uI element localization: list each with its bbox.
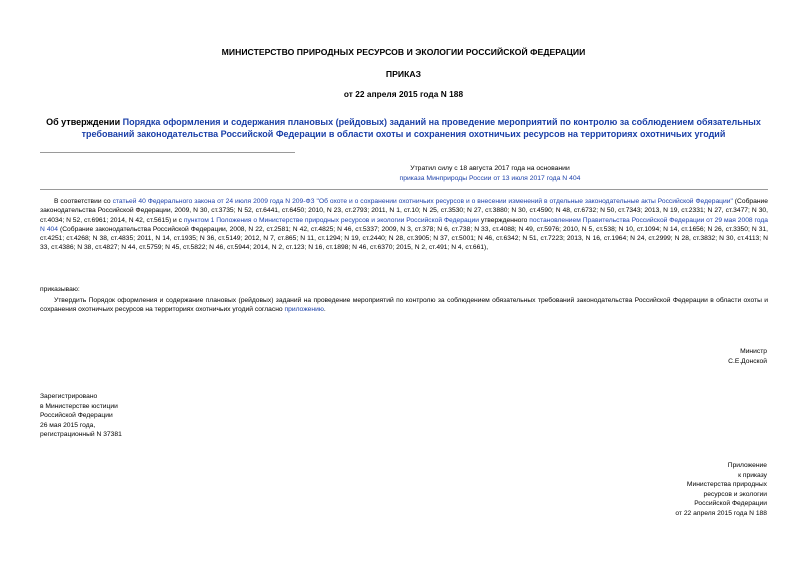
lost-force-link[interactable]: приказа Минприроды России от 13 июля 2017 года N 404 (399, 174, 581, 182)
order-word: приказываю: (40, 286, 80, 293)
order-text-1: Утвердить Порядок оформления и содержание плановых (рейдовых) заданий на проведение мероприятий по контролю за соблюдением обязательных требований законодательства Российской Федерации в области охоты и сохранения охотничьих ресурсов на территориях охотничьих угодий согласно (40, 297, 768, 314)
preamble-text-3: утвержденного (479, 216, 530, 224)
appendix-line: к приказу (738, 471, 767, 479)
ministry-name: МИНИСТЕРСТВО ПРИРОДНЫХ РЕСУРСОВ И ЭКОЛОГИИ РОССИЙСКОЙ ФЕДЕРАЦИИ (221, 47, 586, 57)
title-link-line1: Порядка оформления и содержания плановых (рейдовых) заданий на проведение мероприятий по контролю за соблюдением обязательных (122, 117, 761, 127)
title-link[interactable] (82, 117, 761, 139)
document-title (42, 116, 765, 140)
appendix-line: Приложение (727, 462, 767, 469)
registration-line: 26 мая 2015 года, (40, 421, 96, 429)
lost-force-notice (240, 164, 740, 183)
appendix-line: Российской Федерации (694, 500, 767, 507)
title-link-line2: требований законодательства Российской Федерации в области охоты и сохранения охотничьих ресурсов на территориях охотничьих угодий (81, 129, 726, 139)
preamble-paragraph (40, 197, 768, 253)
document-type: ПРИКАЗ (385, 69, 422, 79)
registration-line: в Министерстве юстиции (40, 402, 118, 410)
title-prefix: Об утверждении (46, 117, 123, 127)
order-text-2: . (323, 306, 326, 314)
order-paragraph (40, 296, 768, 315)
preamble-text-4: (Собрание законодательства Российской Федерации, 2008, N 22, ст.2581; N 42, ст.4825; N 46, ст.5337; 2009, N 3, ст.378; N 6, ст.738; N 33, ст.4088; N 49, ст.5976; 2010, N 5, ст.538; N 10, ст.1094; N 14, ст.1656; N 26, ст.3350; N 31, ст.4251; ст.4268; N 38, ст.4835; 2011, N 14, ст.1935; N 36, ст.5149; 2012, N 7, ст.865; N 11, ст.1294; N 19, ст.2440; N 28, ст.3905; N 37, ст.5001; N 46, ст.6342; N 51, ст.7223; 2013, N 16, ст.1964; N 24, ст.2999; N 28, ст.3832; N 30, ст.4113; N 33, ст.4386; N 38, ст.4827; N 44, ст.5759; N 45, ст.5822; N 46, ст.5944; 2014, N 2, ст.123; N 16, ст.1898; N 46, ст.6370; 2015, N 2, ст.491; N 4, ст.661), (40, 225, 768, 252)
lost-force-text: Утратил силу с 18 августа 2017 года на основании (410, 165, 570, 172)
government-resolution-link[interactable]: постановлением Правительства Российской Федерации от 29 мая 2008 года N 404 (40, 216, 768, 233)
registration-line: Зарегистрировано (40, 393, 98, 400)
appendix-header (675, 461, 767, 518)
signature-block (728, 347, 767, 366)
full-divider (40, 189, 768, 190)
appendix-line: ресурсов и экологии (703, 490, 767, 498)
federal-law-link[interactable]: статьей 40 Федерального закона от 24 июля 2009 года N 209-ФЗ "Об охоте и о сохранении охотничьих ресурсов и о внесении изменений в отдельные законодательные акты Российской Федерации" (112, 198, 733, 205)
document-date: от 22 апреля 2015 года N 188 (343, 89, 464, 99)
appendix-line: от 22 апреля 2015 года N 188 (675, 509, 767, 517)
signatory-name: С.Е.Донской (728, 357, 767, 365)
appendix-link[interactable]: приложению (284, 306, 324, 314)
signatory-position: Министр (740, 348, 767, 355)
short-divider (40, 152, 295, 153)
registration-block (40, 392, 122, 440)
ministry-regulation-link[interactable]: пунктом 1 Положения о Министерстве природных ресурсов и экологии Российской Федерации (183, 216, 479, 224)
registration-line: Российской Федерации (40, 412, 113, 419)
registration-line: регистрационный N 37381 (40, 431, 122, 438)
preamble-text-1: В соответствии со (54, 198, 113, 205)
preamble-text-2: (Собрание законодательства Российской Федерации, 2009, N 30, ст.3735; N 52, ст.6441, ст.6450; 2010, N 23, ст.2793; 2011, N 1, ст.10; N 25, ст.3530; N 27, ст.3880; N 30, ст.4590; N 48, ст.6732; N 50, ст.7343; 2013, N 19, ст.2331; N 27, ст.3477; N 30, ст.4034; N 52, ст.6961; 2014, N 42, ст.5615) и с (40, 198, 768, 224)
appendix-line: Министерства природных (686, 481, 767, 488)
